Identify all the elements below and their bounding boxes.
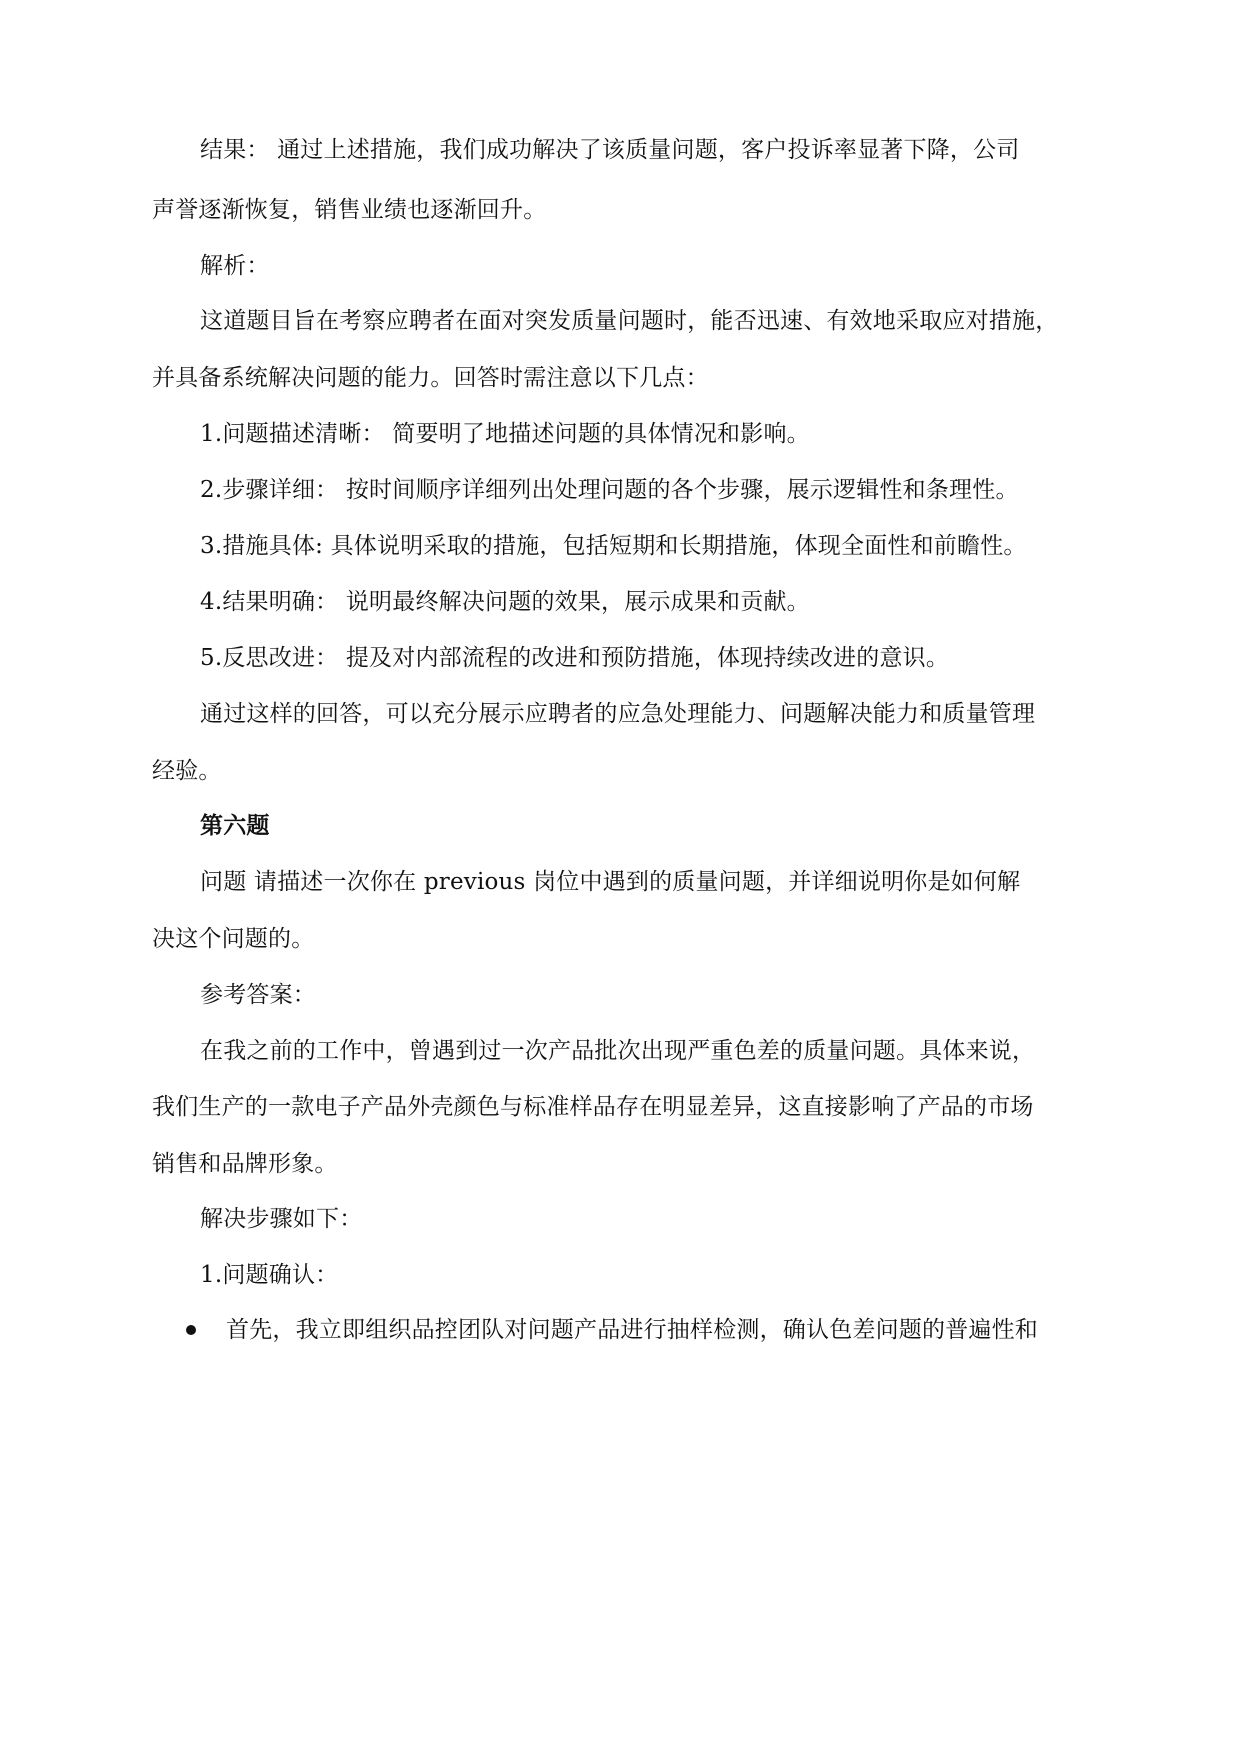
- step-1-heading: 1.问题确认：: [200, 1262, 339, 1288]
- analysis-line-2: 并具备系统解决问题的能力。回答时需注意以下几点：: [152, 365, 709, 391]
- answer-line-3: 销售和品牌形象。: [152, 1151, 338, 1177]
- point-4: 4.结果明确： 说明最终解决问题的效果，展示成果和贡献。: [200, 589, 810, 615]
- question-6-heading: 第六题: [200, 812, 270, 839]
- bullet-dot-icon: [186, 1325, 196, 1335]
- result-line-2: 声誉逐渐恢复，销售业绩也逐渐回升。: [152, 197, 547, 223]
- conclusion-line-2: 经验。: [152, 758, 222, 784]
- steps-heading: 解决步骤如下：: [200, 1206, 363, 1232]
- point-1: 1.问题描述清晰： 简要明了地描述问题的具体情况和影响。: [200, 421, 810, 447]
- result-line-1: 结果： 通过上述措施，我们成功解决了该质量问题，客户投诉率显著下降，公司: [200, 137, 1020, 163]
- conclusion-line-1: 通过这样的回答，可以充分展示应聘者的应急处理能力、问题解决能力和质量管理: [200, 701, 1036, 727]
- point-2: 2.步骤详细： 按时间顺序详细列出处理问题的各个步骤，展示逻辑性和条理性。: [200, 477, 1019, 503]
- answer-line-2: 我们生产的一款电子产品外壳颜色与标准样品存在明显差异，这直接影响了产品的市场: [152, 1094, 1034, 1120]
- analysis-heading: 解析：: [200, 253, 270, 279]
- answer-line-1: 在我之前的工作中，曾遇到过一次产品批次出现严重色差的质量问题。具体来说，: [200, 1038, 1036, 1064]
- point-5: 5.反思改进： 提及对内部流程的改进和预防措施，体现持续改进的意识。: [200, 645, 950, 671]
- analysis-line-1: 这道题目旨在考察应聘者在面对突发质量问题时，能否迅速、有效地采取应对措施，: [200, 308, 1059, 334]
- reference-answer-heading: 参考答案：: [200, 982, 316, 1008]
- question-6-line-2: 决这个问题的。: [152, 926, 315, 952]
- question-6-line-1: 问题 请描述一次你在 previous 岗位中遇到的质量问题，并详细说明你是如何解: [200, 869, 1021, 895]
- point-3: 3.措施具体: 具体说明采取的措施，包括短期和长期措施，体现全面性和前瞻性。: [200, 533, 1027, 559]
- step-1-bullet-1: 首先，我立即组织品控团队对问题产品进行抽样检测，确认色差问题的普遍性和: [226, 1317, 1038, 1343]
